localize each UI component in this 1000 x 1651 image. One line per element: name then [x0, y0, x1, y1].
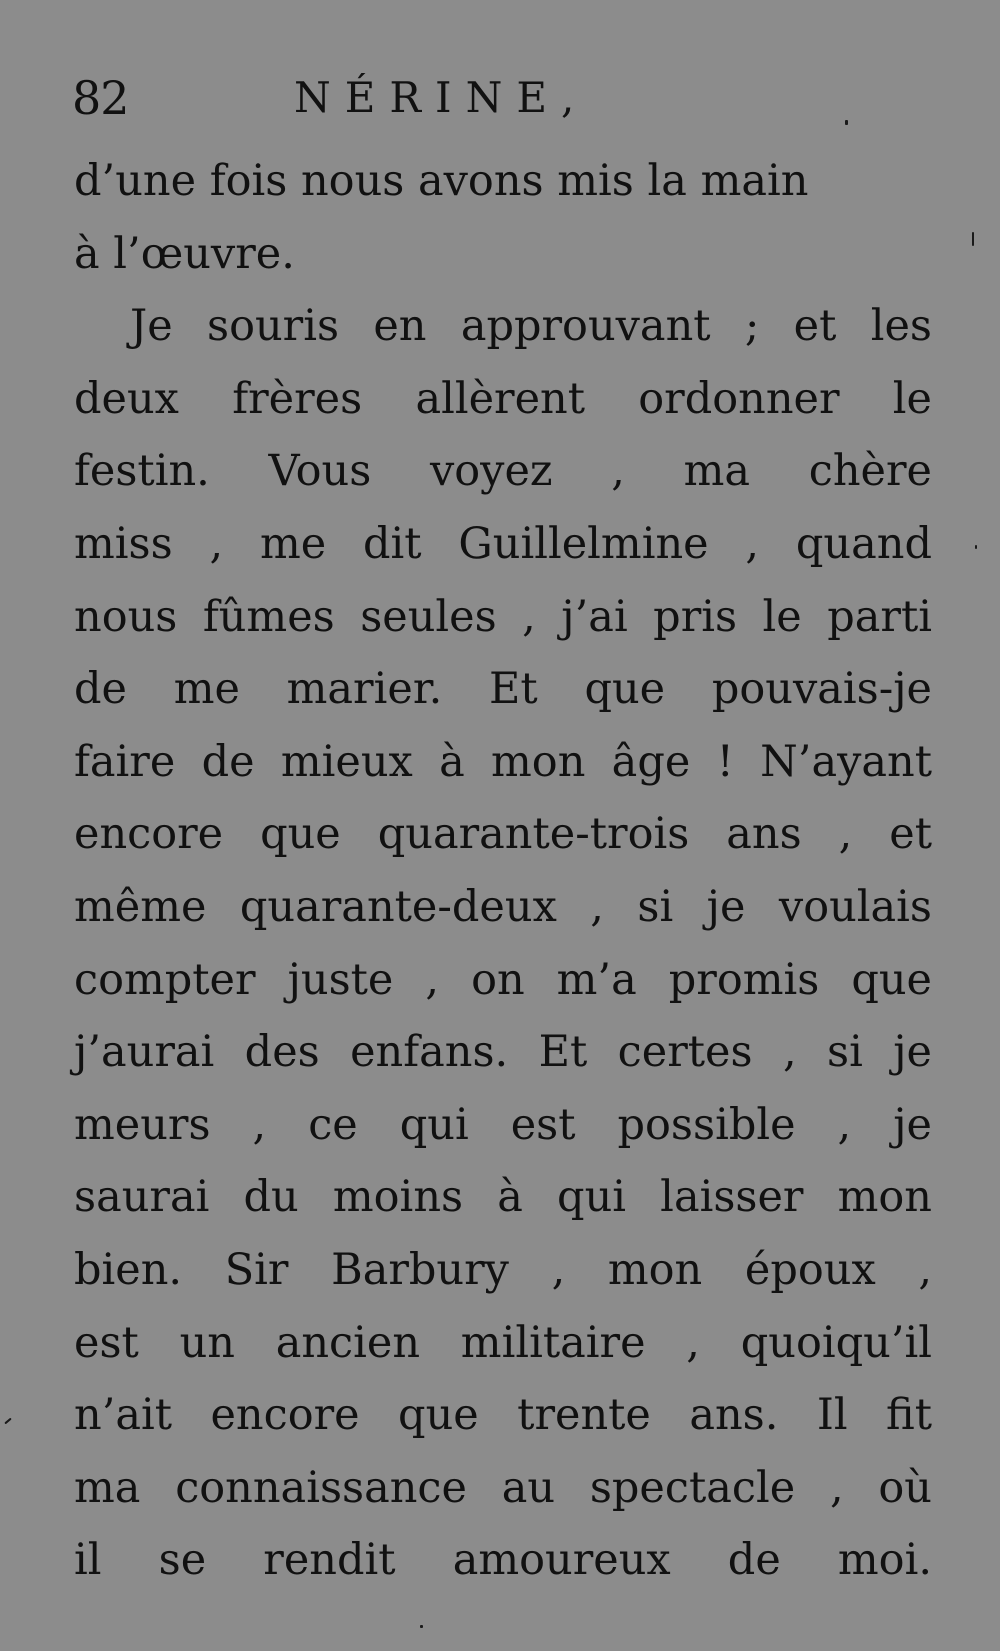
- text-line: miss , me dit Guillelmine , quand: [74, 518, 932, 569]
- scan-speck: [420, 1625, 423, 1628]
- body-text: [74, 145, 932, 1597]
- scan-speck: [975, 545, 977, 549]
- text-line: il se rendit amoureux de moi.: [74, 1535, 932, 1586]
- page-header: [72, 68, 932, 128]
- text-line: encore que quarante-trois ans , et: [74, 809, 932, 860]
- text-line: d’une fois nous avons mis la main: [74, 156, 809, 206]
- text-line: à l’œuvre.: [74, 228, 295, 279]
- text-line: bien. Sir Barbury , mon époux ,: [74, 1244, 932, 1295]
- text-line: festin. Vous voyez , ma chère: [74, 446, 932, 497]
- text-line: Je souris en approuvant ; et les: [130, 301, 932, 352]
- text-line: nous fûmes seules , j’ai pris le parti: [74, 591, 932, 642]
- text-line: est un ancien militaire , quoiqu’il: [74, 1317, 932, 1368]
- text-line: n’ait encore que trente ans. Il fit: [74, 1390, 932, 1441]
- text-line: ma connaissance au spectacle , où: [74, 1462, 932, 1513]
- scan-speck: [845, 120, 848, 125]
- text-line: j’aurai des enfans. Et certes , si je: [74, 1027, 932, 1078]
- text-line: compter juste , on m’a promis que: [74, 954, 932, 1005]
- running-title: NÉRINE,: [294, 73, 589, 122]
- text-line: de me marier. Et que pouvais-je: [74, 664, 932, 715]
- text-line: faire de mieux à mon âge ! N’ayant: [74, 736, 932, 787]
- scan-speck: [972, 232, 974, 246]
- scan-speck: [4, 1418, 11, 1425]
- page-number: 82: [72, 71, 129, 125]
- text-line: saurai du moins à qui laisser mon: [74, 1172, 932, 1223]
- text-line: même quarante-deux , si je voulais: [74, 881, 932, 932]
- text-line: deux frères allèrent ordonner le: [74, 373, 932, 424]
- text-line: meurs , ce qui est possible , je: [74, 1099, 932, 1150]
